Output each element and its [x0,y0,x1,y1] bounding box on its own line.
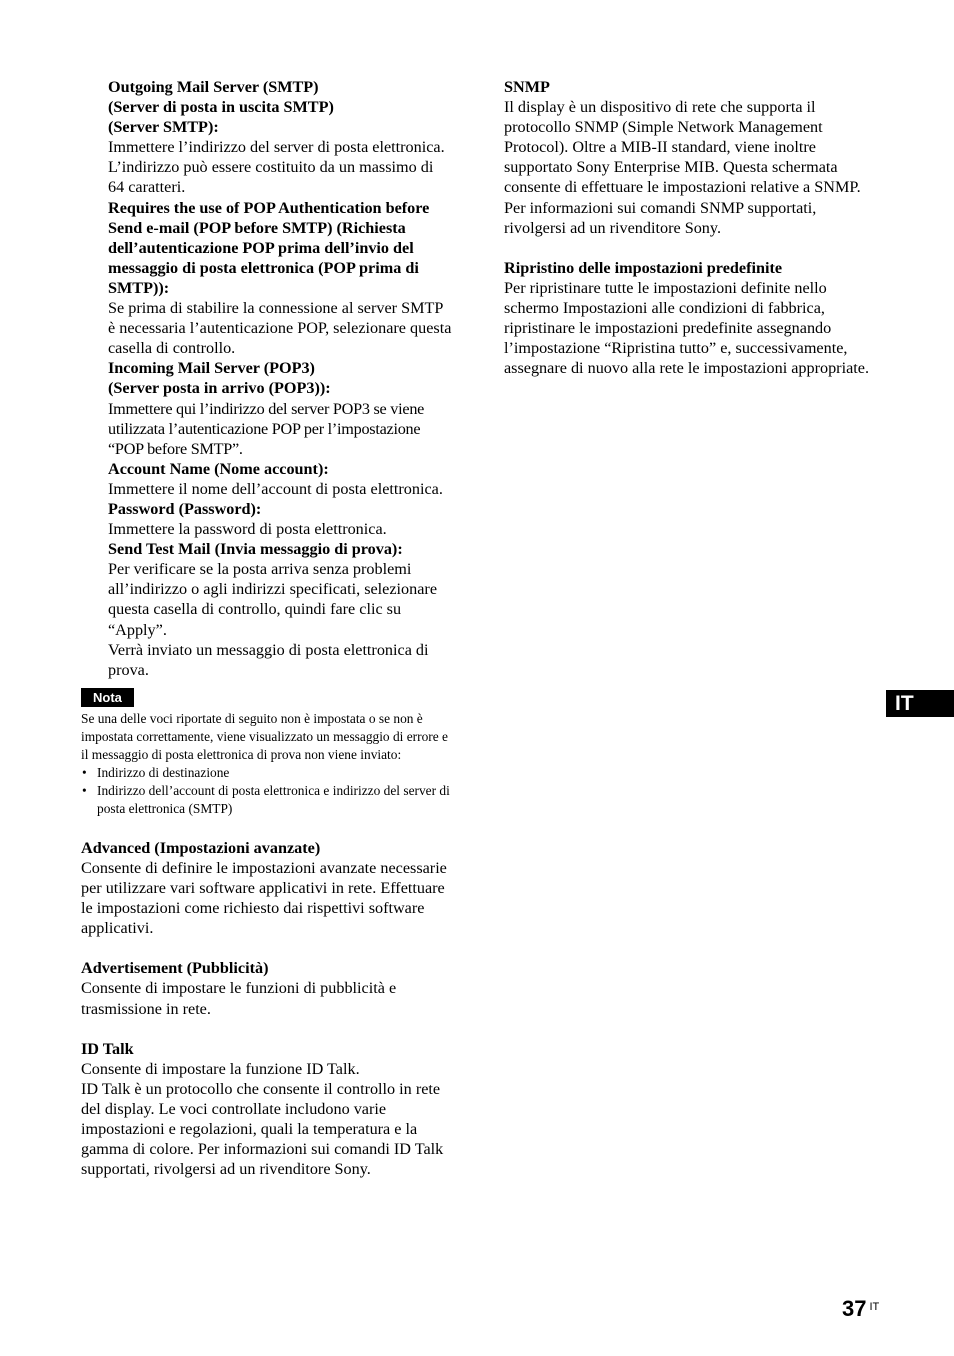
test-mail-heading: Send Test Mail (Invia messaggio di prova): [108,540,403,559]
account-text: Immettere il nome dell’account di posta elettronica. [108,479,443,498]
snmp-heading: SNMP [504,78,550,96]
page-number [842,1296,879,1322]
pop3-heading-2: (Server posta in arrivo (POP3)): [108,379,331,398]
nota-content [81,710,453,818]
reset-text: Per ripristinare tutte le impostazioni definite nello schermo Impostazioni alle condizioni di fabbrica, ripristinare le impostazioni predefinite assegnando l’impostazione “Ripristina tutto” e, successivamente, assegnare di nuovo alla rete le impostazioni appropriate. [504,278,869,378]
advertisement-text: Consente di impostare le funzioni di pubblicità e trasmissione in rete. [81,979,397,1018]
advanced-text: Consente di definire le impostazioni avanzate necessarie per utilizzare vari software applicativi in rete. Effettuare le impostazioni come richiesto dai rispettivi software applicativi. [81,859,447,938]
reset-heading: Ripristino delle impostazioni predefinite [504,258,783,277]
idtalk-heading: ID Talk [81,1039,134,1058]
right-column [504,77,876,378]
nota-list-item: • Indirizzo di destinazione [81,764,453,782]
nota-list [81,764,453,818]
nota-list-item: • Indirizzo dell’account di posta elettronica e indirizzo del server di posta elettronica (SMTP) [81,782,453,818]
smtp-heading-1: Outgoing Mail Server (SMTP) [108,78,319,96]
language-tab: IT [886,690,954,717]
password-text: Immettere la password di posta elettronica. [108,520,387,539]
pop-auth-text: Se prima di stabilire la connessione al server SMTP è necessaria l’autenticazione POP, selezionare questa casella di controllo. [108,299,452,358]
smtp-heading-2: (Server di posta in uscita SMTP) [108,98,334,117]
smtp-heading-3: (Server SMTP): [108,118,219,137]
page-number-value: 37 [842,1296,867,1321]
test-mail-text-1: Per verificare se la posta arriva senza problemi all’indirizzo o agli indirizzi specificati, selezionare questa casella di controllo, quindi fare clic su “Apply”. [108,560,437,639]
smtp-text-2: L’indirizzo può essere costituito da un massimo di 64 caratteri. [108,158,434,197]
idtalk-text-2: ID Talk è un protocollo che consente il controllo in rete del display. Le voci controllate includono varie impostazioni e regolazioni, quali la temperatura e la gamma di colore. Per informazioni sui comandi ID Talk supportati, rivolgersi ad un rivenditore Sony. [81,1079,444,1179]
pop3-heading-1: Incoming Mail Server (POP3) [108,359,315,378]
smtp-text-1: Immettere l’indirizzo del server di posta elettronica. [108,138,445,157]
test-mail-text-2: Verrà inviato un messaggio di posta elettronica di prova. [108,640,429,679]
smtp-section [108,77,453,680]
account-heading: Account Name (Nome account): [108,459,329,478]
pop3-text: Immettere qui l’indirizzo del server POP3 se viene utilizzata l’autenticazione POP per l’impostazione “POP before SMTP”. [108,399,425,458]
idtalk-text-1: Consente di impostare la funzione ID Talk. [81,1059,360,1078]
page-number-suffix: IT [869,1301,880,1313]
advanced-heading: Advanced (Impostazioni avanzate) [81,838,321,857]
snmp-text-1: Il display è un dispositivo di rete che supporta il protocollo SNMP (Simple Network Management Protocol). Oltre a MIB-II standard, viene inoltre supportato Sony Enterprise MIB. Questa schermata consente di effettuare le impostazioni relative a SNMP. [504,98,861,197]
nota-block [81,680,453,818]
password-heading: Password (Password): [108,499,262,518]
left-column [81,77,453,1179]
pop-auth-heading: Requires the use of POP Authentication before Send e-mail (POP before SMTP) (Richiesta dell’autenticazione POP prima dell’invio del messaggio di posta elettronica (POP prima di SMTP)): [108,198,430,297]
nota-badge: Nota [81,688,134,707]
nota-text: Se una delle voci riportate di seguito non è impostata o se non è impostata correttamente, viene visualizzato un messaggio di errore e il messaggio di posta elettronica di prova non viene inviato: [81,710,448,762]
advertisement-heading: Advertisement (Pubblicità) [81,959,269,978]
snmp-text-2: Per informazioni sui comandi SNMP supportati, rivolgersi ad un rivenditore Sony. [504,198,817,237]
